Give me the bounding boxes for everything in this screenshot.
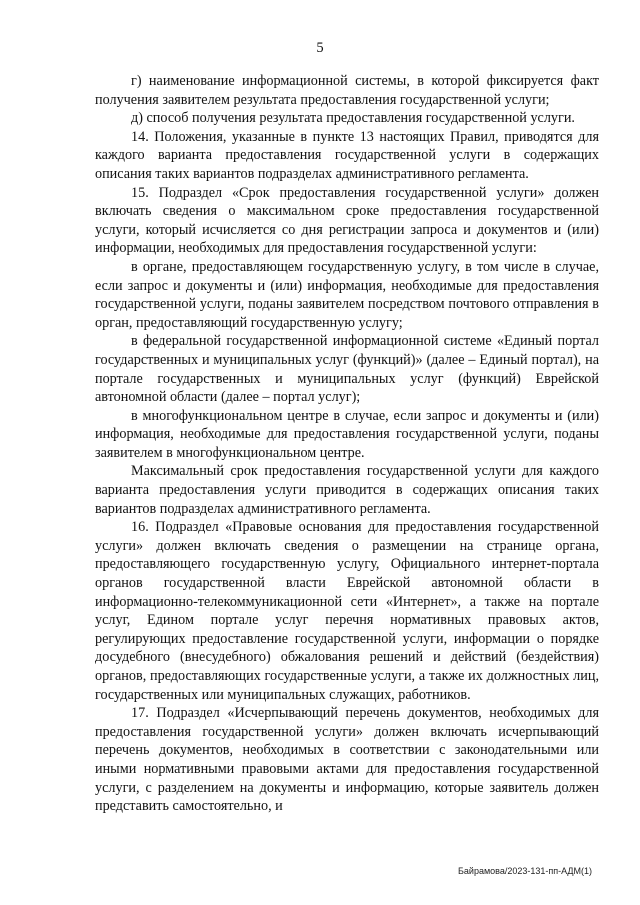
paragraph-item-d: д) способ получения результата предоставления государственной услуги. bbox=[131, 110, 575, 127]
paragraph-15-organ: в органе, предоставляющем государственную услугу, в том числе в случае, если запрос и документы и (или) информация, необходимые для предоставления государственной услуги, поданы заявителем посредством почтового отправления в орган, предоставляющий государственную услугу; bbox=[95, 258, 599, 331]
page-number: 5 bbox=[316, 40, 324, 56]
paragraph-17: 17. Подраздел «Исчерпывающий перечень документов, необходимых для предоставления государственной услуги» должен включать исчерпывающий перечень документов, необходимых в соответствии с законодательными или иными нормативными правовыми актами для предоставления государственной услуги, с разделением на документы и информацию, которые заявитель должен представить самостоятельно, и bbox=[95, 705, 599, 815]
paragraph-max-term: Максимальный срок предоставления государственной услуги для каждого варианта предоставления услуги приводится в содержащих описания таких вариантов подразделах административного регламента. bbox=[95, 463, 599, 517]
paragraph-15-mfc: в многофункциональном центре в случае, если запрос и документы и (или) информация, необходимые для предоставления государственной услуги, поданы заявителем в многофункциональном центре. bbox=[95, 407, 599, 461]
paragraph-14: 14. Положения, указанные в пункте 13 настоящих Правил, приводятся для каждого варианта предоставления государственной услуги в содержащих описания таких вариантов подразделах административного регламента. bbox=[95, 128, 599, 182]
document-body bbox=[95, 72, 599, 816]
paragraph-16: 16. Подраздел «Правовые основания для предоставления государственной услуги» должен включать сведения о размещении на странице органа, предоставляющего государственную услугу, Официального интернет-портала органов государственной власти Еврейской автономной области в информационно-телекоммуникационной сети «Интернет», а также на портале услуг, Едином портале услуг перечня нормативных правовых актов, регулирующих предоставление государственной услуги, информации о порядке досудебного (внесудебного) обжалования решений и действий (бездействия) органов, предоставляющих государственные услуги, а также их должностных лиц, государственных или муниципальных служащих, работников. bbox=[95, 519, 599, 703]
footer-document-code: Байрамова/2023-131-пп-АДМ(1) bbox=[458, 866, 592, 876]
paragraph-item-g: г) наименование информационной системы, в которой фиксируется факт получения заявителем результата предоставления государственной услуги; bbox=[95, 73, 599, 108]
paragraph-15: 15. Подраздел «Срок предоставления государственной услуги» должен включать сведения о максимальном сроке предоставления государственной услуги, который исчисляется со дня регистрации запроса и документов и (или) информации, необходимых для предоставления государственной услуги: bbox=[95, 184, 599, 257]
paragraph-15-portal: в федеральной государственной информационной системе «Единый портал государственных и муниципальных услуг (функций)» (далее – Единый портал), на портале государственных и муниципальных услуг (функций) Еврейской автономной области (далее – портал услуг); bbox=[95, 333, 599, 406]
